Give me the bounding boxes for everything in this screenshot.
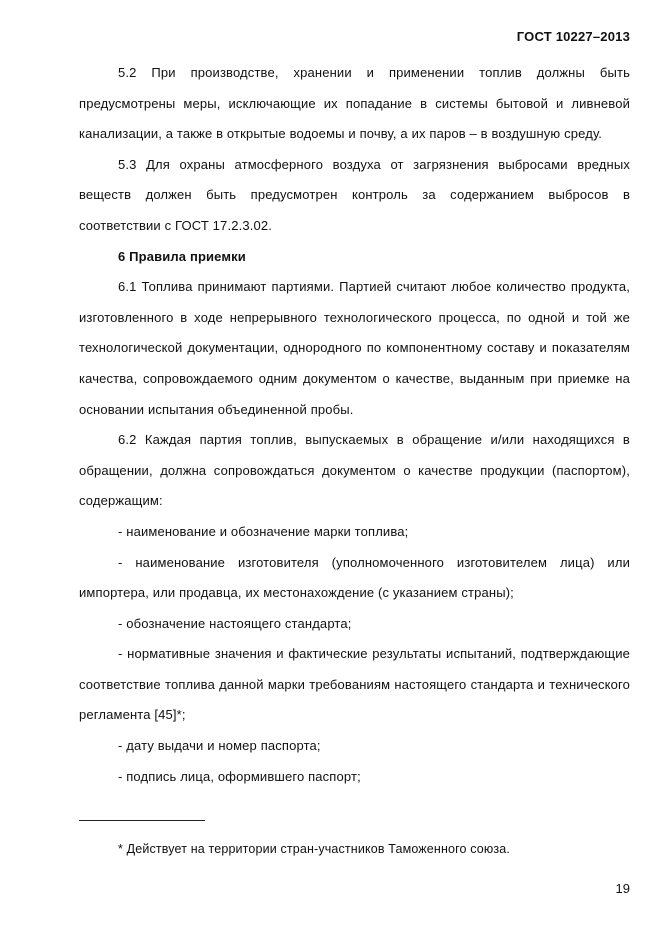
list-item: - наименование изготовителя (уполномоченного изготовителем лица) или импортера, или продавца, их местонахождение (с указанием страны); — [79, 554, 630, 601]
document-header: ГОСТ 10227–2013 — [516, 29, 630, 44]
page-number: 19 — [615, 881, 630, 896]
paragraph-6-1: 6.1 Топлива принимают партиями. Партией считают любое количество продукта, изготовленного в ходе непрерывного технологического процесса, по одной и той же технологической документации, однородного по компонентному составу и показателям качества, сопровождаемого одним документом о качестве, выданным при приемке на основании испытания объединенной пробы. — [79, 279, 630, 417]
document-body — [79, 58, 630, 792]
footnote-separator — [79, 820, 205, 821]
footnote: * Действует на территории стран-участников Таможенного союза. — [118, 842, 511, 856]
paragraph-5-3: 5.3 Для охраны атмосферного воздуха от загрязнения выбросами вредных веществ должен быть предусмотрен контроль за содержанием выбросов в соответствии с ГОСТ 17.2.3.02. — [79, 156, 630, 233]
list-item: - нормативные значения и фактические результаты испытаний, подтверждающие соответствие топлива данной марки требованиям настоящего стандарта и технического регламента [45]*; — [79, 646, 630, 723]
list-item: - подпись лица, оформившего паспорт; — [118, 768, 361, 784]
section-heading-6: 6 Правила приемки — [118, 248, 246, 264]
list-item: - наименование и обозначение марки топлива; — [118, 523, 409, 539]
list-item: - дату выдачи и номер паспорта; — [118, 738, 321, 754]
paragraph-6-2: 6.2 Каждая партия топлив, выпускаемых в обращение и/или находящихся в обращении, должна сопровождаться документом о качестве продукции (паспортом), содержащим: — [79, 432, 630, 509]
paragraph-5-2: 5.2 При производстве, хранении и применении топлив должны быть предусмотрены меры, исключающие их попадание в системы бытовой и ливневой канализации, а также в открытые водоемы и почву, а их паров – в воздушную среду. — [79, 65, 630, 142]
list-item: - обозначение настоящего стандарта; — [118, 615, 352, 631]
